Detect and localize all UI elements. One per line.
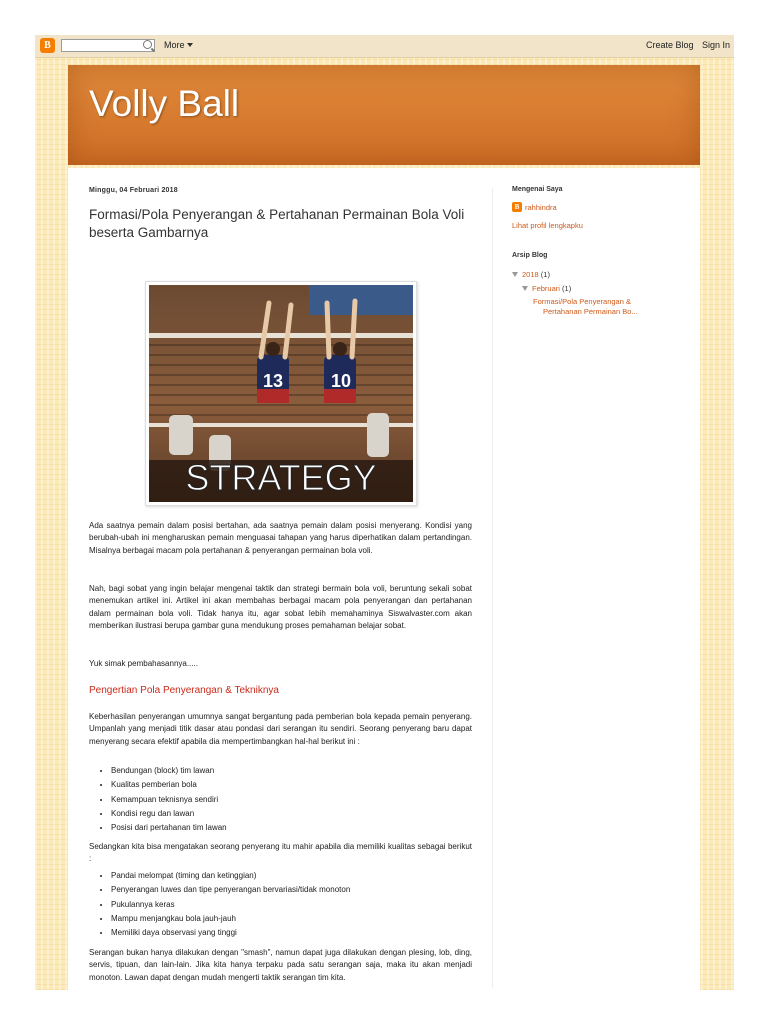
svg-text:13: 13 — [263, 371, 284, 391]
mid-text: Sedangkan kita bisa mengatakan seorang penyerang itu mahir apabila dia memiliki kualitas sebagai berikut : — [89, 842, 472, 864]
full-profile-link[interactable]: Lihat profil lengkapku — [512, 221, 583, 230]
archive-year-count: (1) — [540, 270, 550, 279]
archive-year-link[interactable]: 2018 — [522, 270, 539, 279]
archive-month-link[interactable]: Februari — [532, 284, 560, 293]
paragraph-2: Nah, bagi sobat yang ingin belajar mengenai taktik dan strategi bermain bola voli, beruntung sekali sobat menemukan artikel ini. Artikel ini akan membahas berbagai macam pola penyerangan dan pertahanan dalam permainan bola voli. Tidak hanya itu, agar sobat lebih memahaminya Siswalvaster.com akan memberikan ilustrasi berupa gambar guna mendukung proses pemahaman belajar sobat. — [89, 584, 472, 630]
column-divider — [492, 188, 493, 988]
search-input[interactable] — [61, 39, 155, 52]
blogger-profile-icon: B — [512, 202, 522, 212]
svg-text:10: 10 — [331, 371, 352, 391]
paragraph-3: Yuk simak pembahasannya..... — [89, 659, 198, 668]
collapse-toggle-icon[interactable] — [512, 272, 518, 277]
bullet-list-considerations — [89, 764, 227, 835]
profile-name-link[interactable]: rahhindra — [525, 203, 557, 212]
chevron-down-icon — [187, 43, 193, 47]
archive-year-row[interactable] — [512, 270, 550, 279]
list-item: • Bendungan (block) tim lawan — [111, 764, 227, 778]
section-intro: Keberhasilan penyerangan umumnya sangat bergantung pada pemberian bola kepada pemain penyerang. Umpanlah yang menjadi titik dasar atau pondasi dari serangan itu sendiri. Seorang penyerang baru dapat menyerang secara efektif apabila dia mempertimbangkan hal-hal berikut ini : — [89, 712, 472, 746]
list-item: • Pukulannya keras — [111, 898, 350, 912]
create-blog-link[interactable]: Create Blog — [646, 40, 694, 50]
volleyball-strategy-image — [149, 285, 413, 502]
sign-in-link[interactable]: Sign In — [702, 40, 731, 50]
search-icon[interactable] — [143, 40, 152, 49]
image-caption-text: STRATEGY — [185, 457, 377, 498]
collapse-toggle-icon[interactable] — [522, 286, 528, 291]
blog-title[interactable]: Volly Ball — [89, 83, 240, 124]
post-title: Formasi/Pola Penyerangan & Pertahanan Permainan Bola Voli beserta Gambarnya — [89, 207, 465, 240]
archive-post-link[interactable]: Formasi/Pola Penyerangan & — [533, 297, 631, 306]
post-image[interactable] — [145, 281, 417, 506]
list-item: • Kondisi regu dan lawan — [111, 807, 227, 821]
list-item: • Kualitas pemberian bola — [111, 778, 227, 792]
list-item: • Kemampuan teknisnya sendiri — [111, 793, 227, 807]
post-date: Minggu, 04 Februari 2018 — [89, 187, 178, 194]
archive-month-row[interactable] — [522, 284, 571, 293]
archive-month-count: (1) — [562, 284, 572, 293]
more-label: More — [164, 40, 185, 50]
list-item: • Mampu menjangkau bola jauh-jauh — [111, 912, 350, 926]
more-menu-button[interactable] — [164, 40, 193, 50]
closing-text: Serangan bukan hanya dilakukan dengan "smash", namun dapat juga dilakukan dengan plesing, lob, ding, servis, tipuan, dan lain-lain. Jika kita hanya terpaku pada satu serangan saja, maka itu akan menjadi monoton. Lawan dapat dengan mudah mengerti taktik serangan tim kita. — [89, 948, 472, 982]
section-heading: Pengertian Pola Penyerangan & Tekniknya — [89, 685, 279, 696]
paragraph-1: Ada saatnya pemain dalam posisi bertahan, ada saatnya pemain dalam posisi menyerang. Kondisi yang berubah-ubah ini mengharuskan pemain menguasai tahapan yang harus diperhatikan dalam pertandingan. Misalnya berbagai macam pola pertahanan & penyerangan permainan bola voli. — [89, 521, 472, 555]
blog-header — [68, 65, 700, 165]
content-area — [68, 168, 700, 990]
list-item: • Posisi dari pertahanan tim lawan — [111, 821, 227, 835]
list-item: • Penyerangan luwes dan tipe penyerangan bervariasi/tidak monoton — [111, 883, 350, 897]
list-item: • Pandai melompat (timing dan ketinggian) — [111, 869, 350, 883]
about-heading: Mengenai Saya — [512, 186, 563, 193]
blogger-logo-icon[interactable]: B — [40, 38, 55, 53]
archive-heading: Arsip Blog — [512, 252, 548, 259]
list-item: • Memiliki daya observasi yang tinggi — [111, 926, 350, 940]
bullet-list-qualities — [89, 869, 350, 940]
blogger-navbar — [35, 35, 734, 58]
archive-post-link-continued[interactable]: Pertahanan Permainan Bo... — [543, 307, 638, 316]
